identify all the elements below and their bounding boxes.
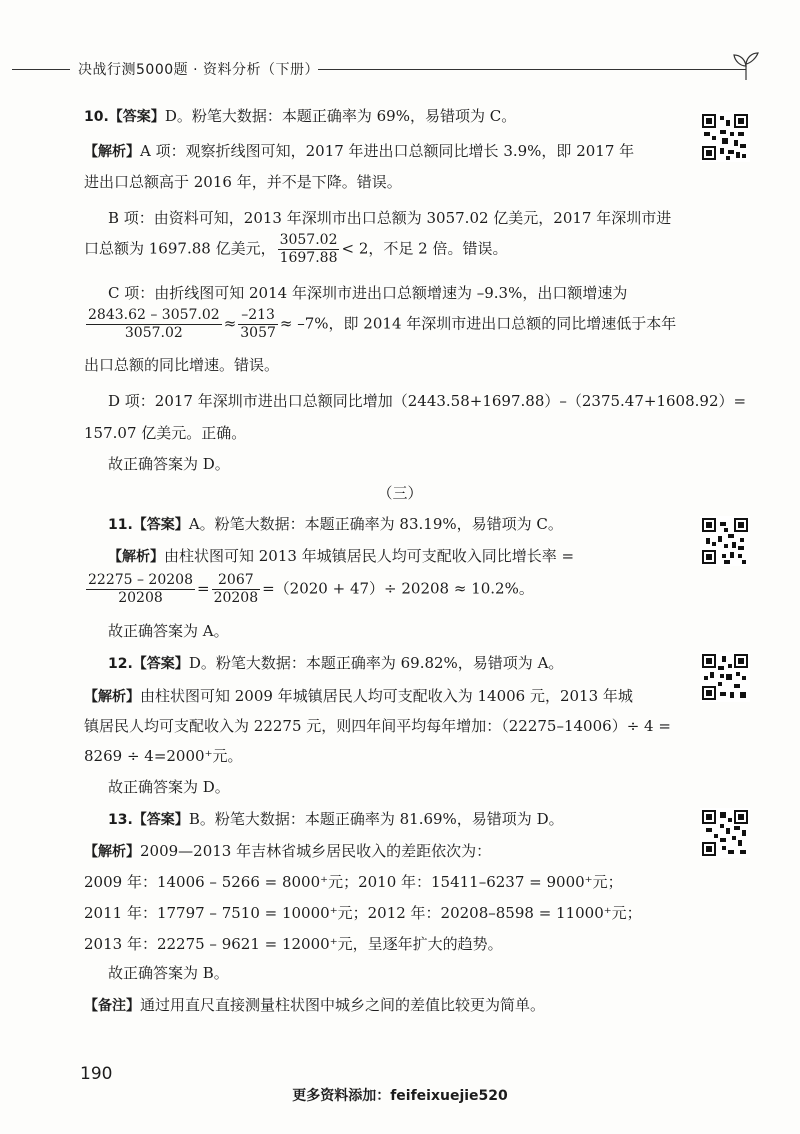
q13-line2: 2009 年：14006 – 5266 = 8000⁺元；2010 年：15411–6237 = 9000⁺元； bbox=[84, 873, 623, 891]
fraction-denominator: 3057.02 bbox=[124, 325, 183, 341]
q13-line3: 2011 年：17797 – 7510 = 10000⁺元；2012 年：20208–8598 = 11000⁺元； bbox=[84, 904, 642, 922]
q13-answer bbox=[108, 809, 564, 830]
running-header bbox=[0, 56, 800, 86]
q12-jx-text: 由柱状图可知 2009 年城镇居民人均可支配收入为 14006 元，2013 年城 bbox=[140, 687, 633, 705]
q12-jx-line2: 镇居民人均可支配收入为 22275 元，则四年间平均每年增加：（22275–14006）÷ 4 = bbox=[84, 717, 671, 735]
fraction-numerator: 2843.62 – 3057.02 bbox=[88, 307, 220, 323]
page-number: 190 bbox=[80, 1064, 113, 1084]
q11-jx-label: 【解析】 bbox=[108, 549, 164, 565]
q10-jx-label: 【解析】 bbox=[84, 144, 140, 160]
q10-conclusion: 故正确答案为 D。 bbox=[108, 455, 230, 473]
q10-answer-label: 10.【答案】 bbox=[84, 109, 165, 125]
q11-fraction1 bbox=[86, 572, 195, 607]
q13-answer-text: B。粉笔大数据：本题正确率为 81.69%，易错项为 D。 bbox=[188, 810, 564, 828]
fraction-numerator: 22275 – 20208 bbox=[88, 572, 193, 588]
fraction-numerator: 2067 bbox=[212, 572, 261, 590]
q10-c-line1: C 项：由折线图可知 2014 年深圳市进出口总额增速为 –9.3%，出口额增速为 bbox=[108, 284, 628, 302]
q10-b-line2 bbox=[84, 232, 507, 267]
q10-d-line2: 157.07 亿美元。正确。 bbox=[84, 424, 247, 442]
section-title: （三） bbox=[377, 484, 423, 502]
q10-b-post: < 2，不足 2 倍。错误。 bbox=[341, 239, 508, 258]
sprout-icon bbox=[728, 50, 764, 86]
q10-a-text: A 项：观察折线图可知，2017 年进出口总额同比增长 3.9%，即 2017 年 bbox=[140, 142, 635, 160]
q11-fraction2 bbox=[212, 572, 261, 607]
q10-b-fraction bbox=[278, 232, 340, 267]
q11-jx-text: 由柱状图可知 2013 年城镇居民人均可支配收入同比增长率 = bbox=[164, 547, 575, 565]
q13-note-text: 通过用直尺直接测量柱状图中城乡之间的差值比较更为简单。 bbox=[140, 996, 546, 1014]
header-title: 决战行测5000题 · 资料分析（下册） bbox=[78, 62, 319, 78]
fraction-denominator: 20208 bbox=[213, 590, 259, 606]
q10-a-line1 bbox=[84, 141, 634, 162]
fraction-numerator: 3057.02 bbox=[279, 232, 338, 248]
q11-jx-line2 bbox=[84, 572, 534, 607]
q10-answer-text: D。粉笔大数据：本题正确率为 69%，易错项为 C。 bbox=[164, 107, 517, 125]
header-rule-left bbox=[12, 69, 70, 70]
q13-note bbox=[84, 995, 545, 1016]
equals-sign: = bbox=[196, 579, 210, 598]
q12-jx-line1 bbox=[84, 686, 633, 707]
header-rule-right bbox=[318, 69, 746, 70]
footer-text: 更多资料添加：feifeixuejie520 bbox=[292, 1088, 508, 1104]
q13-jx-text: 2009—2013 年吉林省城乡居民收入的差距依次为： bbox=[140, 842, 492, 860]
q13-jx-line1 bbox=[84, 841, 491, 862]
q13-answer-label: 13.【答案】 bbox=[108, 812, 189, 828]
qr-code-icon bbox=[700, 808, 750, 858]
q10-c-fraction2 bbox=[238, 307, 278, 342]
fraction-denominator: 20208 bbox=[118, 590, 163, 606]
qr-code-icon bbox=[700, 112, 750, 162]
approx-sign: ≈ bbox=[223, 314, 237, 333]
fraction-denominator: 1697.88 bbox=[279, 250, 338, 266]
q10-c-line3: 出口总额的同比增速。错误。 bbox=[84, 356, 280, 374]
qr-code-icon bbox=[700, 516, 750, 566]
q10-a-line2: 进出口总额高于 2016 年，并不是下降。错误。 bbox=[84, 173, 402, 191]
qr-code-icon bbox=[700, 652, 750, 702]
q11-answer-label: 11.【答案】 bbox=[108, 517, 189, 533]
q13-conclusion: 故正确答案为 B。 bbox=[108, 964, 229, 982]
q12-conclusion: 故正确答案为 D。 bbox=[108, 778, 230, 796]
q11-jx-line1 bbox=[108, 546, 574, 567]
q13-note-label: 【备注】 bbox=[84, 998, 140, 1014]
q12-answer-label: 12.【答案】 bbox=[108, 656, 189, 672]
q11-answer bbox=[108, 514, 563, 535]
q10-c-fraction1 bbox=[86, 307, 222, 342]
q11-post: =（2020 + 47）÷ 20208 ≈ 10.2%。 bbox=[262, 579, 534, 598]
q13-line4: 2013 年：22275 – 9621 = 12000⁺元，呈逐年扩大的趋势。 bbox=[84, 935, 503, 953]
q10-b-line1: B 项：由资料可知，2013 年深圳市出口总额为 3057.02 亿美元，2017 年深圳市进 bbox=[108, 209, 672, 227]
fraction-numerator: –213 bbox=[238, 307, 278, 325]
q11-answer-text: A。粉笔大数据：本题正确率为 83.19%，易错项为 C。 bbox=[188, 515, 563, 533]
fraction-denominator: 3057 bbox=[240, 325, 276, 341]
q10-d-line1: D 项：2017 年深圳市进出口总额同比增加（2443.58+1697.88）–（2375.47+1608.92）= bbox=[108, 392, 747, 410]
q12-jx-line3: 8269 ÷ 4=2000⁺元。 bbox=[84, 747, 243, 765]
q12-jx-label: 【解析】 bbox=[84, 689, 140, 705]
q10-c-post: ≈ –7%，即 2014 年深圳市进出口总额的同比增速低于本年 bbox=[279, 314, 677, 333]
q12-answer bbox=[108, 653, 563, 674]
q10-answer bbox=[84, 106, 516, 127]
q10-b-pre: 口总额为 1697.88 亿美元， bbox=[84, 239, 276, 258]
q12-answer-text: D。粉笔大数据：本题正确率为 69.82%，易错项为 A。 bbox=[188, 654, 564, 672]
q11-conclusion: 故正确答案为 A。 bbox=[108, 622, 229, 640]
q10-c-line2 bbox=[84, 307, 676, 342]
q13-jx-label: 【解析】 bbox=[84, 844, 140, 860]
